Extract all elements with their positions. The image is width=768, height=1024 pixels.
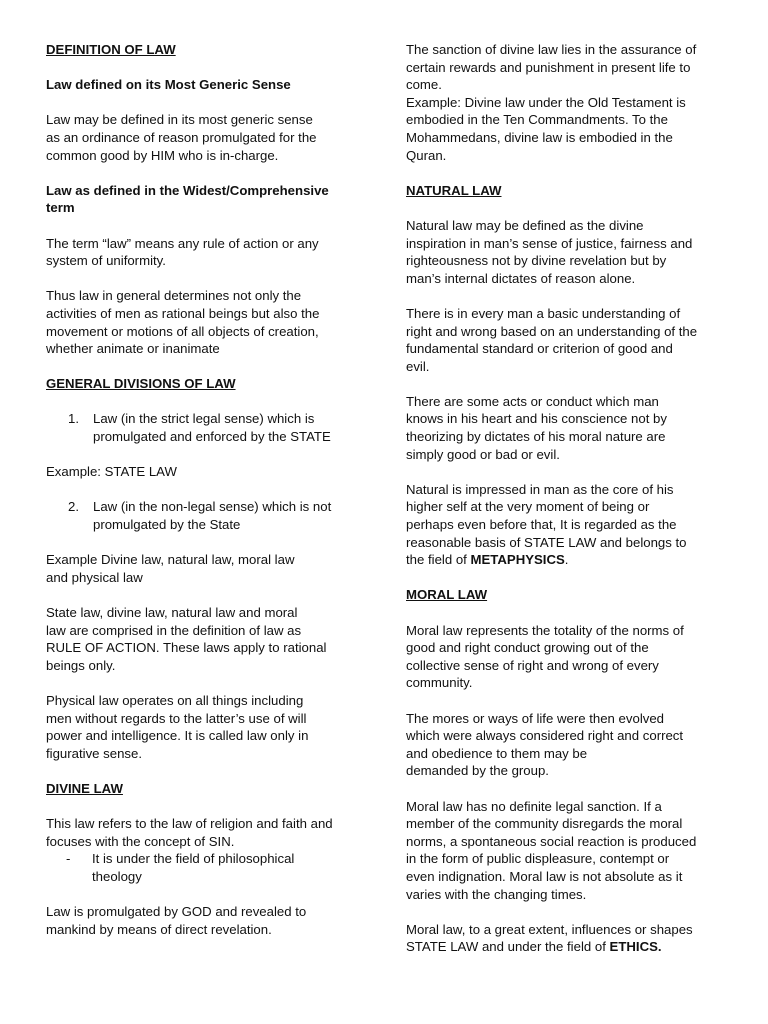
ethics-term: ETHICS. — [609, 939, 662, 955]
impressed-last-line: the field of METAPHYSICS. — [406, 552, 569, 568]
divisions-heading: GENERAL DIVISIONS OF LAW — [46, 376, 236, 392]
generic-paragraph: Law may be defined in its most generic sense as an ordinance of reason promulgated for the common good by HIM who is in-charge. — [46, 112, 317, 163]
thus-paragraph: Thus law in general determines not only the activities of men as rational beings but also the movement or motions of all objects of creation, whether animate or inanimate — [46, 288, 320, 357]
definition-heading: DEFINITION OF LAW — [46, 42, 176, 57]
moral-heading: MORAL LAW — [406, 587, 488, 603]
example-state: Example: STATE LAW — [46, 464, 177, 480]
promulgated-paragraph: Law is promulgated by GOD and revealed to mankind by means of direct revelation. — [46, 904, 307, 937]
impressed-paragraph: Natural is impressed in man as the core of his higher self at the very moment of being or perhaps even before that, It is regarded as the reasonable basis of STATE LAW and belongs to the field of METAPHYSICS. — [406, 481, 724, 569]
left-column — [46, 41, 364, 956]
right-column — [406, 41, 724, 973]
generic-heading: Law defined on its Most Generic Sense — [46, 77, 291, 93]
example-divine: Example Divine law, natural law, moral law and physical law — [46, 552, 295, 585]
moral-sanction-paragraph: Moral law has no definite legal sanction. If a member of the community disregards the moral norms, a spontaneous social reaction is produced in the form of public displeasure, contempt or even indignation. Moral law is not absolute as it varies with the changing times. — [406, 798, 697, 902]
divine-bullet: - It is under the field of philosophical theology — [66, 851, 295, 884]
mores-paragraph: The mores or ways of life were then evolved which were always considered right and correct and obedience to them may be demanded by the group. — [406, 710, 684, 779]
division-item-1: 1. Law (in the strict legal sense) which is promulgated and enforced by the STATE — [68, 411, 331, 445]
acts-paragraph: There are some acts or conduct which man knows in his heart and his conscience not by theorizing by dictates of his moral nature are simply good or bad or evil. — [406, 393, 667, 462]
divine-heading: DIVINE LAW — [46, 780, 123, 796]
example-paragraph: Example: Divine law under the Old Testament is embodied in the Ten Commandments. To the Mohammedans, divine law is embodied in the Quran. — [406, 94, 686, 163]
division-item-2: 2. Law (in the non-legal sense) which is not promulgated by the State — [68, 499, 332, 533]
term-paragraph: The term “law” means any rule of action or any system of uniformity. — [46, 235, 319, 269]
sanction-paragraph: The sanction of divine law lies in the assurance of certain rewards and punishment in present life to come. — [406, 42, 697, 93]
widest-heading: Law as defined in the Widest/Comprehensive term — [46, 182, 329, 216]
influence-paragraph: Moral law, to a great extent, influences or shapes STATE LAW and under the field of ETHICS. — [406, 921, 724, 956]
divine-paragraph: This law refers to the law of religion and faith and focuses with the concept of SIN. — [46, 816, 333, 849]
physical-law-paragraph: Physical law operates on all things including men without regards to the latter’s use of will power and intelligence. It is called law only in figurative sense. — [46, 692, 309, 761]
metaphysics-term: METAPHYSICS — [470, 552, 565, 568]
list-number: 2. — [68, 499, 79, 515]
basic-paragraph: There is in every man a basic understanding of right and wrong based on an understanding of the fundamental standard or criterion of good and evil. — [406, 305, 698, 374]
influence-last-line: STATE LAW and under the field of ETHICS. — [406, 939, 662, 955]
natural-definition: Natural law may be defined as the divine inspiration in man’s sense of justice, fairness and righteousness not by divine revelation but by man’s internal dictates of reason alone. — [406, 217, 693, 286]
dash-marker: - — [66, 851, 71, 867]
natural-heading: NATURAL LAW — [406, 182, 502, 198]
moral-definition: Moral law represents the totality of the norms of good and right conduct growing out of the collective sense of right and wrong of every community. — [406, 622, 684, 691]
list-number: 1. — [68, 411, 79, 427]
state-law-paragraph: State law, divine law, natural law and moral law are comprised in the definition of law as RULE OF ACTION. These laws apply to rational beings only. — [46, 605, 327, 673]
